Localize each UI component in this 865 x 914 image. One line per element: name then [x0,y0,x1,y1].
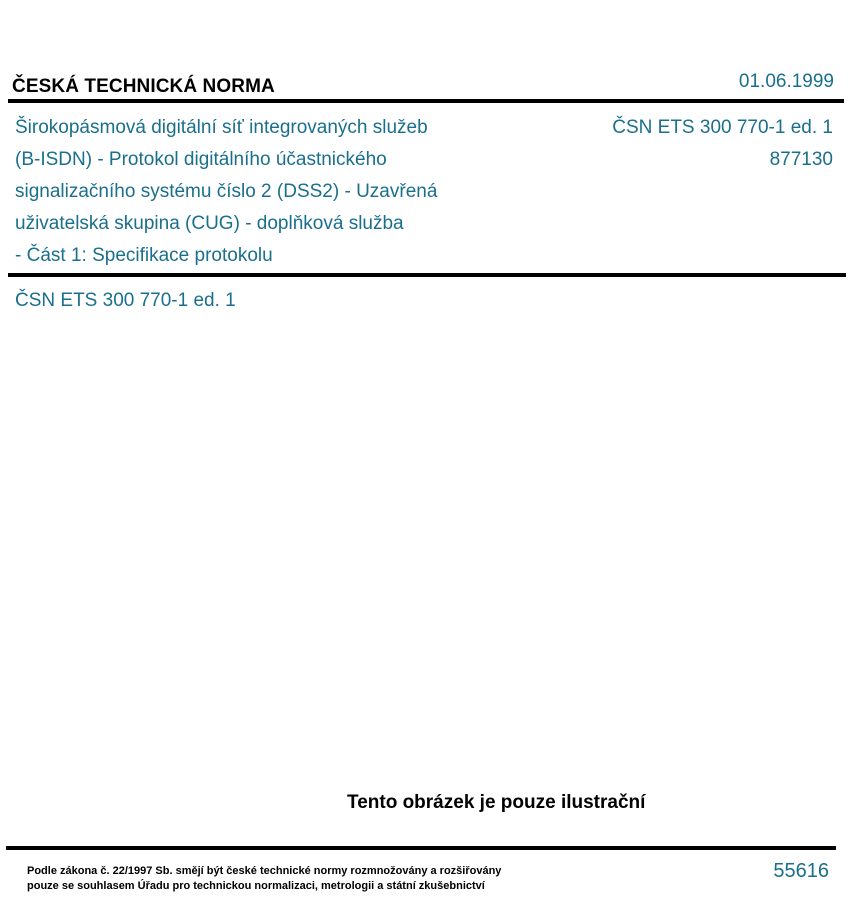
document-title [15,112,535,272]
legal-line: Podle zákona č. 22/1997 Sb. smějí být české technické normy rozmnožovány a rozšiřovány [27,865,502,877]
standard-code: ČSN ETS 300 770-1 ed. 1 [612,117,833,138]
class-number: 877130 [769,149,833,170]
catalog-number: 55616 [773,860,829,882]
footer-rule [6,846,836,850]
header-rule [8,99,844,103]
title-line: signalizačního systému číslo 2 (DSS2) - Uzavřená [15,181,438,202]
title-line: Širokopásmová digitální síť integrovaných služeb [15,117,428,138]
title-line: uživatelská skupina (CUG) - doplňková služba [15,213,404,234]
standard-info [612,112,833,176]
title-line: - Část 1: Specifikace protokolu [15,245,273,266]
legal-line: pouze se souhlasem Úřadu pro technickou normalizaci, metrologii a státní zkušebnictví [27,880,485,892]
norm-header: ČESKÁ TECHNICKÁ NORMA [12,76,275,97]
publication-date: 01.06.1999 [738,71,834,92]
title-rule [8,273,846,277]
title-line: (B-ISDN) - Protokol digitálního účastnického [15,149,387,170]
legal-notice [27,864,501,894]
sub-standard-code: ČSN ETS 300 770-1 ed. 1 [15,290,236,311]
illustration-watermark: Tento obrázek je pouze ilustrační [347,792,646,813]
